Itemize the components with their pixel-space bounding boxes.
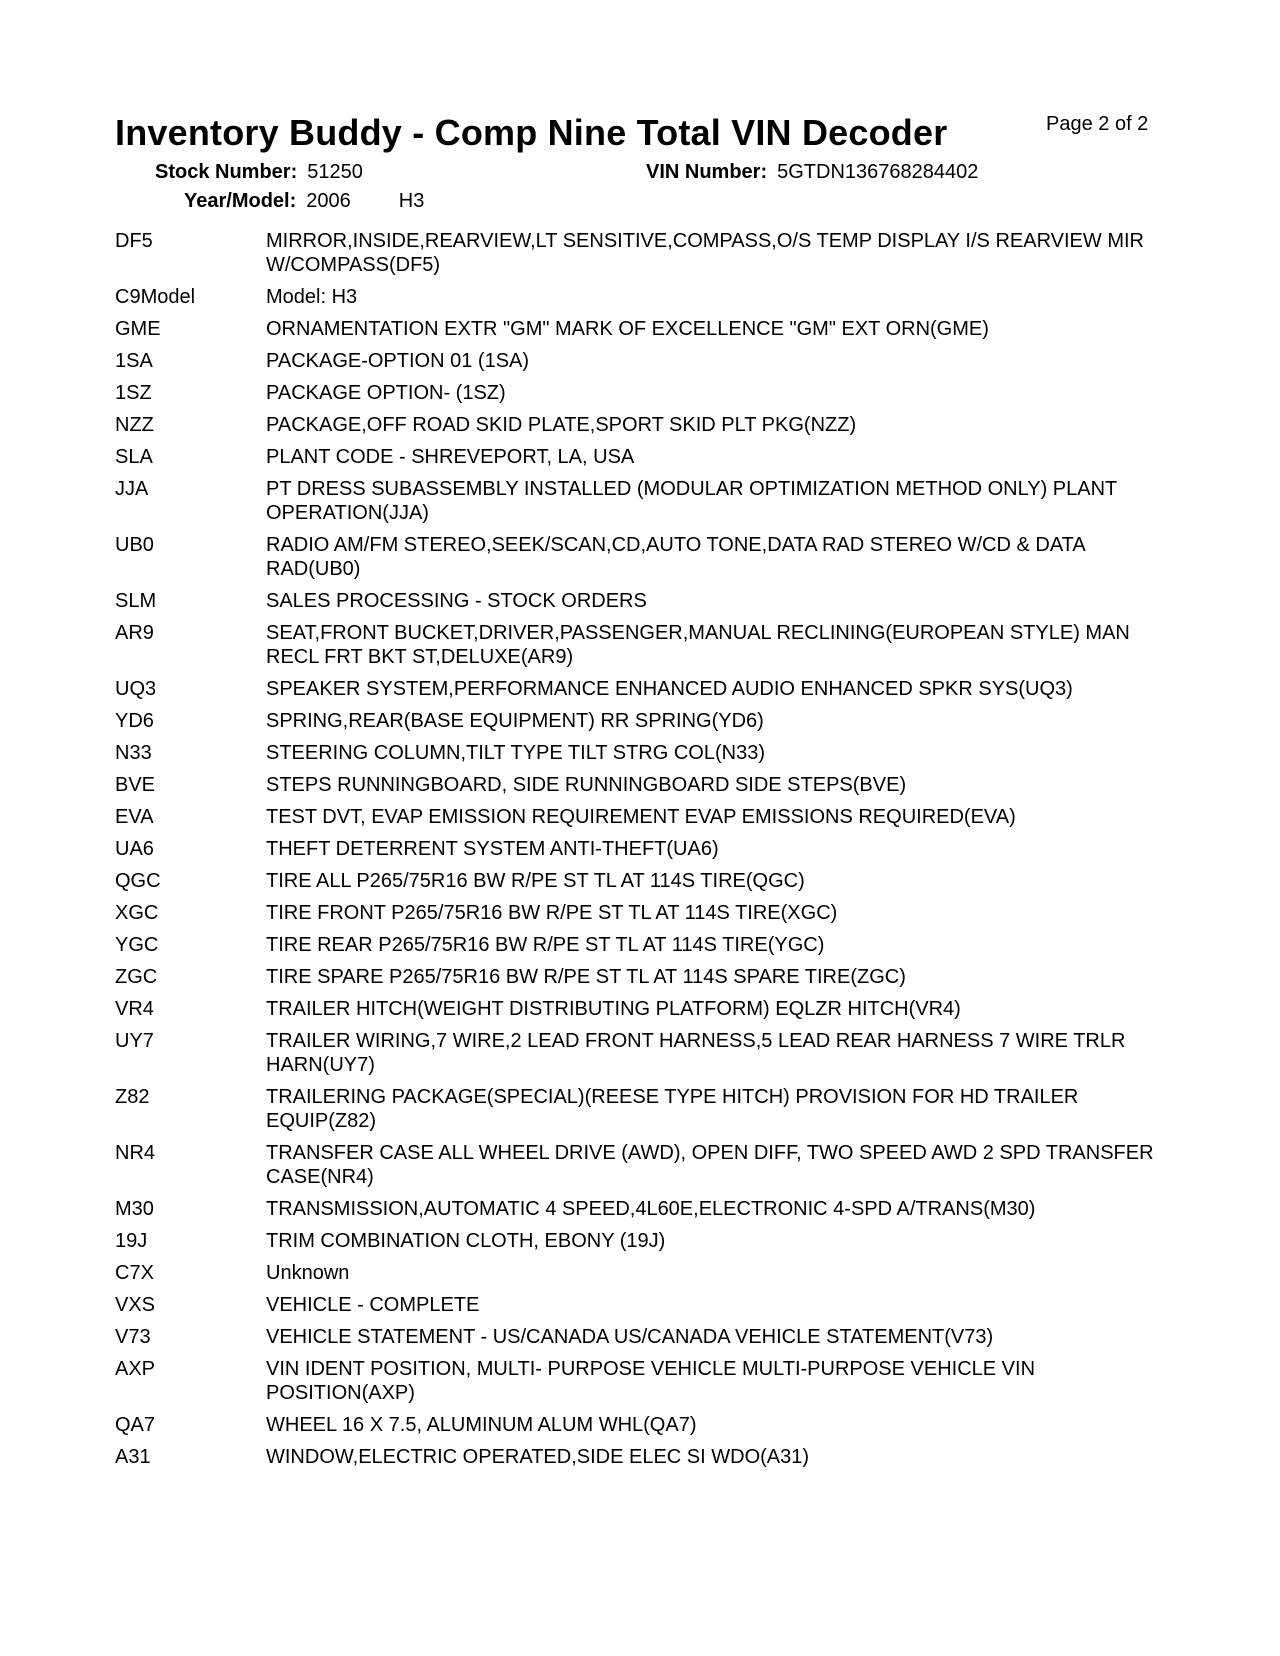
option-code-row (115, 1413, 1175, 1437)
option-description: WINDOW,ELECTRIC OPERATED,SIDE ELEC SI WDO(A31) (266, 1446, 810, 1468)
option-description: SPEAKER SYSTEM,PERFORMANCE ENHANCED AUDIO ENHANCED SPKR SYS(UQ3) (266, 678, 1073, 700)
option-description: PACKAGE OPTION- (1SZ) (266, 382, 506, 404)
option-code: UA6 (115, 838, 154, 860)
vin-number-label: VIN Number: (646, 161, 768, 183)
option-code: NR4 (115, 1142, 156, 1164)
option-code: JJA (115, 478, 149, 500)
option-code: C7X (115, 1262, 154, 1284)
option-description: PACKAGE-OPTION 01 (1SA) (266, 350, 530, 372)
option-code-row (115, 869, 1175, 893)
option-code-row (115, 933, 1175, 957)
option-description: SPRING,REAR(BASE EQUIPMENT) RR SPRING(YD6) (266, 710, 764, 732)
option-code: C9Model (115, 286, 196, 308)
option-code: QGC (115, 870, 161, 892)
option-code: A31 (115, 1446, 151, 1468)
option-code-row (115, 1141, 1175, 1189)
option-code-row (115, 229, 1175, 277)
option-code-row (115, 901, 1175, 925)
option-code: SLA (115, 446, 153, 468)
option-description: VEHICLE - COMPLETE (266, 1294, 480, 1316)
option-code-row (115, 709, 1175, 733)
option-description: WHEEL 16 X 7.5, ALUMINUM ALUM WHL(QA7) (266, 1414, 697, 1436)
option-description: VIN IDENT POSITION, MULTI- PURPOSE VEHICLE MULTI-PURPOSE VEHICLE VIN POSITION(AXP) (266, 1358, 1036, 1404)
option-code-row (115, 589, 1175, 613)
option-code-row (115, 837, 1175, 861)
option-code-row (115, 1197, 1175, 1221)
option-code-row (115, 805, 1175, 829)
page-title: Inventory Buddy - Comp Nine Total VIN Decoder (115, 112, 948, 153)
option-description: TIRE FRONT P265/75R16 BW R/PE ST TL AT 114S TIRE(XGC) (266, 902, 838, 924)
option-description: STEERING COLUMN,TILT TYPE TILT STRG COL(N33) (266, 742, 765, 764)
option-code-row (115, 413, 1175, 437)
option-description: TRANSFER CASE ALL WHEEL DRIVE (AWD), OPEN DIFF, TWO SPEED AWD 2 SPD TRANSFER CASE(NR4) (266, 1142, 1154, 1188)
option-code: 1SA (115, 350, 153, 372)
option-description: TRANSMISSION,AUTOMATIC 4 SPEED,4L60E,ELECTRONIC 4-SPD A/TRANS(M30) (266, 1198, 1036, 1220)
option-code: EVA (115, 806, 154, 828)
option-code: SLM (115, 590, 157, 612)
option-code-row (115, 1445, 1175, 1469)
option-code-row (115, 1325, 1175, 1349)
option-code-row (115, 533, 1175, 581)
option-description: VEHICLE STATEMENT - US/CANADA US/CANADA VEHICLE STATEMENT(V73) (266, 1326, 994, 1348)
option-description: SALES PROCESSING - STOCK ORDERS (266, 590, 647, 612)
option-description: RADIO AM/FM STEREO,SEEK/SCAN,CD,AUTO TONE,DATA RAD STEREO W/CD & DATA RAD(UB0) (266, 534, 1085, 580)
vin-number-value: 5GTDN136768284402 (777, 161, 979, 183)
page-number: Page 2 of 2 (1046, 113, 1149, 135)
option-code: YD6 (115, 710, 154, 732)
option-description: SEAT,FRONT BUCKET,DRIVER,PASSENGER,MANUAL RECLINING(EUROPEAN STYLE) MAN RECL FRT BKT ST,DELUXE(AR9) (266, 622, 1130, 668)
option-description: TIRE REAR P265/75R16 BW R/PE ST TL AT 114S TIRE(YGC) (266, 934, 825, 956)
year-value: 2006 (306, 190, 351, 212)
option-code-row (115, 381, 1175, 405)
option-code: NZZ (115, 414, 154, 436)
option-code-row (115, 1357, 1175, 1405)
option-description: STEPS RUNNINGBOARD, SIDE RUNNINGBOARD SIDE STEPS(BVE) (266, 774, 907, 796)
option-description: THEFT DETERRENT SYSTEM ANTI-THEFT(UA6) (266, 838, 719, 860)
option-code-row (115, 349, 1175, 373)
option-code-row (115, 1229, 1175, 1253)
option-code: AXP (115, 1358, 156, 1380)
option-description: TEST DVT, EVAP EMISSION REQUIREMENT EVAP EMISSIONS REQUIRED(EVA) (266, 806, 1016, 828)
option-code: XGC (115, 902, 159, 924)
option-code-row (115, 1029, 1175, 1077)
option-code: N33 (115, 742, 152, 764)
option-code-row (115, 677, 1175, 701)
option-description: TRAILER WIRING,7 WIRE,2 LEAD FRONT HARNESS,5 LEAD REAR HARNESS 7 WIRE TRLR HARN(UY7) (266, 1030, 1126, 1076)
option-code: QA7 (115, 1414, 156, 1436)
option-code: ZGC (115, 966, 158, 988)
option-description: TRIM COMBINATION CLOTH, EBONY (19J) (266, 1230, 666, 1252)
option-code: V73 (115, 1326, 151, 1348)
option-code: VR4 (115, 998, 154, 1020)
option-code-row (115, 285, 1175, 309)
option-code: UQ3 (115, 678, 157, 700)
option-description: Model: H3 (266, 286, 358, 308)
option-description: TIRE ALL P265/75R16 BW R/PE ST TL AT 114S TIRE(QGC) (266, 870, 805, 892)
option-code: AR9 (115, 622, 154, 644)
option-description: PT DRESS SUBASSEMBLY INSTALLED (MODULAR OPTIMIZATION METHOD ONLY) PLANT OPERATION(JJA) (266, 478, 1117, 524)
option-code: M30 (115, 1198, 154, 1220)
option-code: GME (115, 318, 161, 340)
year-model-label: Year/Model: (184, 190, 297, 212)
option-description: TIRE SPARE P265/75R16 BW R/PE ST TL AT 114S SPARE TIRE(ZGC) (266, 966, 906, 988)
option-description: ORNAMENTATION EXTR "GM" MARK OF EXCELLENCE "GM" EXT ORN(GME) (266, 318, 989, 340)
option-code-row (115, 997, 1175, 1021)
option-code-row (115, 477, 1175, 525)
stock-number-value: 51250 (307, 161, 363, 183)
option-code-row (115, 445, 1175, 469)
option-code-row (115, 1293, 1175, 1317)
option-description: PACKAGE,OFF ROAD SKID PLATE,SPORT SKID PLT PKG(NZZ) (266, 414, 857, 436)
option-description: TRAILER HITCH(WEIGHT DISTRIBUTING PLATFORM) EQLZR HITCH(VR4) (266, 998, 961, 1020)
option-description: MIRROR,INSIDE,REARVIEW,LT SENSITIVE,COMPASS,O/S TEMP DISPLAY I/S REARVIEW MIR W/COMPASS(DF5) (266, 230, 1144, 276)
option-code-row (115, 1261, 1175, 1285)
option-code: YGC (115, 934, 159, 956)
option-code: 1SZ (115, 382, 152, 404)
option-code-row (115, 317, 1175, 341)
option-code-row (115, 1085, 1175, 1133)
option-code-row (115, 773, 1175, 797)
stock-number-label: Stock Number: (155, 161, 298, 183)
option-code-row (115, 741, 1175, 765)
option-description: TRAILERING PACKAGE(SPECIAL)(REESE TYPE HITCH) PROVISION FOR HD TRAILER EQUIP(Z82) (266, 1086, 1079, 1132)
model-value: H3 (398, 190, 425, 212)
option-code: UB0 (115, 534, 154, 556)
option-code: BVE (115, 774, 156, 796)
option-code: DF5 (115, 230, 153, 252)
option-code-list (115, 229, 1175, 1477)
option-description: PLANT CODE - SHREVEPORT, LA, USA (266, 446, 635, 468)
vin-number-row (646, 161, 978, 184)
option-description: Unknown (266, 1262, 350, 1284)
option-code: 19J (115, 1230, 148, 1252)
option-code: UY7 (115, 1030, 154, 1052)
year-model-row (184, 190, 424, 213)
option-code: VXS (115, 1294, 156, 1316)
option-code: Z82 (115, 1086, 150, 1108)
option-code-row (115, 965, 1175, 989)
stock-number-row (155, 161, 363, 184)
option-code-row (115, 621, 1175, 669)
